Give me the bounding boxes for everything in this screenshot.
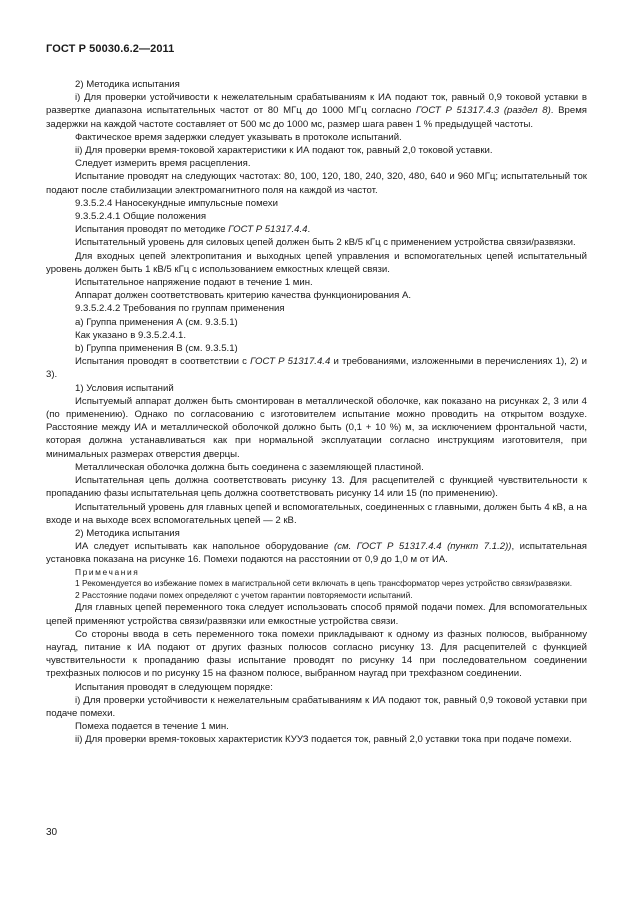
body-paragraph: Для входных цепей электропитания и выходных цепей управления и вспомогательных цепей испытательный уровень должен быть 1 кВ/5 кГц с использованием емкостных клещей связи.	[46, 250, 587, 275]
body-paragraph: 9.3.5.2.4 Наносекундные импульсные помехи	[75, 197, 278, 209]
body-paragraph: Следует измерить время расцепления.	[75, 158, 251, 170]
note-paragraph: 1 Рекомендуется во избежание помех в магистральной сети включать в цепь трансформатор через устройство связи/развязки.	[75, 578, 573, 589]
body-paragraph: Со стороны ввода в сеть переменного тока помехи прикладывают к одному из фазных полюсов, выбранному наугад, питание к ИА подают от других фазных полюсов согласно рисунку 13. Для расцепителей с функцией чувствительности к пропаданию фазы испытание проводят по рисунку 14 при последовательном соединении трехфазных полюсов и по рисунку 15 на фазном полюсе, выбранном наугад при трехфазном соединении.	[46, 628, 587, 680]
paragraph-text: Испытания проводят по методике	[75, 224, 229, 236]
body-paragraph	[46, 540, 587, 566]
body-paragraph: Фактическое время задержки следует указывать в протоколе испытаний.	[75, 131, 402, 143]
body-paragraph: 2) Методика испытания	[75, 79, 180, 90]
standard-header: ГОСТ Р 50030.6.2—2011	[46, 43, 175, 55]
body-paragraph	[46, 223, 587, 236]
body-paragraph: Испытательный уровень для силовых цепей должен быть 2 кВ/5 кГц с применением устройства связи/развязки.	[75, 237, 576, 249]
standard-reference: ГОСТ Р 51317.4.4	[250, 356, 331, 368]
body-paragraph: 2) Методика испытания	[75, 527, 180, 539]
paragraph-text: , испытательная установка показана на рисунке 16. Помехи подаются на расстоянии от 0,9 до 1,0 м от ИА.	[46, 541, 587, 566]
paragraph-text: .	[307, 224, 311, 236]
body-paragraph	[46, 91, 587, 131]
body-paragraph: Для главных цепей переменного тока следует использовать способ прямой подачи помех. Для вспомогательных цепей применяют устройства связи/развязки или емкостные устройства связи.	[46, 602, 587, 627]
body-paragraph: Испытательная цепь должна соответствовать рисунку 13. Для расцепителей с функцией чувствительности к пропаданию фазы испытательная цепь должна соответствовать рисунку 14 или 15 (по применению).	[46, 475, 587, 500]
paragraph-text: Испытания проводят в соответствии с	[75, 356, 251, 368]
body-paragraph: Испытательный уровень для главных цепей и вспомогательных, соединенных с главными, должен быть 4 кВ, а на входе и на выходе всех вспомогательных цепей — 2 кВ.	[46, 501, 587, 526]
body-paragraph: Аппарат должен соответствовать критерию качества функционирования А.	[75, 290, 412, 302]
body-paragraph: 9.3.5.2.4.1 Общие положения	[75, 211, 207, 223]
body-paragraph: b) Группа применения В (см. 9.3.5.1)	[75, 343, 238, 355]
paragraph-text: . Время задержки на каждой частоте составляет от 500 мс до 1000 мс, размер шага равен 1 % предыдущей частоты.	[46, 105, 587, 130]
body-paragraph: 9.3.5.2.4.2 Требования по группам применения	[75, 303, 285, 315]
body-paragraph: Испытуемый аппарат должен быть смонтирован в металлической оболочке, как показано на рисунках 2, 3 или 4 (по применению). Однако по согласованию с изготовителем испытание можно проводить на открытом воздухе. Расстояние между ИА и металлической оболочкой должно быть (0,1 + 10 %) м, за исключением фронтальной части, которая должна устанавливаться как при нормальной эксплуатации согласно инструкциям изготовителя, при минимальных размерах отверстия дверцы.	[46, 395, 587, 460]
body-paragraph: Испытания проводят в следующем порядке:	[75, 681, 273, 693]
body-paragraph: i) Для проверки устойчивости к нежелательным срабатываниям к ИА подают ток, равный 0,9 токовой уставки при подаче помехи.	[46, 694, 587, 719]
body-paragraph: Помеха подается в течение 1 мин.	[75, 721, 229, 733]
document-body	[46, 78, 587, 747]
body-paragraph: Испытательное напряжение подают в течение 1 мин.	[75, 277, 313, 289]
note-paragraph: 2 Расстояние подачи помех определяют с учетом гарантии повторяемости испытаний.	[75, 589, 413, 600]
body-paragraph: Испытание проводят на следующих частотах: 80, 100, 120, 180, 240, 320, 480, 640 и 960 МГц; испытательный ток подают после стабилизации электромагнитного поля на каждой из частот.	[46, 171, 587, 196]
standard-reference: ГОСТ Р 51317.4.4	[228, 224, 308, 236]
body-paragraph: а) Группа применения А (см. 9.3.5.1)	[75, 316, 238, 328]
paragraph-text: ИА следует испытывать как напольное оборудование	[75, 541, 335, 553]
body-paragraph: Металлическая оболочка должна быть соединена с заземляющей пластиной.	[75, 461, 424, 473]
body-paragraph	[46, 355, 587, 381]
body-paragraph: 1) Условия испытаний	[75, 382, 174, 394]
standard-reference: ГОСТ Р 51317.4.3 (раздел 8)	[415, 105, 551, 117]
paragraph-text: i) Для проверки устойчивости к нежелательным срабатываниям к ИА подают ток, равный 0,9 токовой уставки в развертке диапазона испытательных частот от 80 МГц до 1000 МГц согласно	[46, 92, 587, 117]
body-paragraph: ii) Для проверки время-токовой характеристики к ИА подают ток, равный 2,0 токовой уставки.	[75, 145, 493, 157]
body-paragraph: Как указано в 9.3.5.2.4.1.	[75, 329, 187, 341]
page-number: 30	[46, 827, 58, 838]
paragraph-text: и требованиями, изложенными в перечислениях 1), 2) и 3).	[46, 356, 587, 381]
note-paragraph: Примечания	[75, 566, 140, 577]
body-paragraph: ii) Для проверки время-токовых характеристик КУУЗ подается ток, равный 2,0 уставки тока при подаче помехи.	[75, 734, 572, 746]
standard-reference: (см. ГОСТ Р 51317.4.4 (пункт 7.1.2))	[334, 541, 512, 553]
